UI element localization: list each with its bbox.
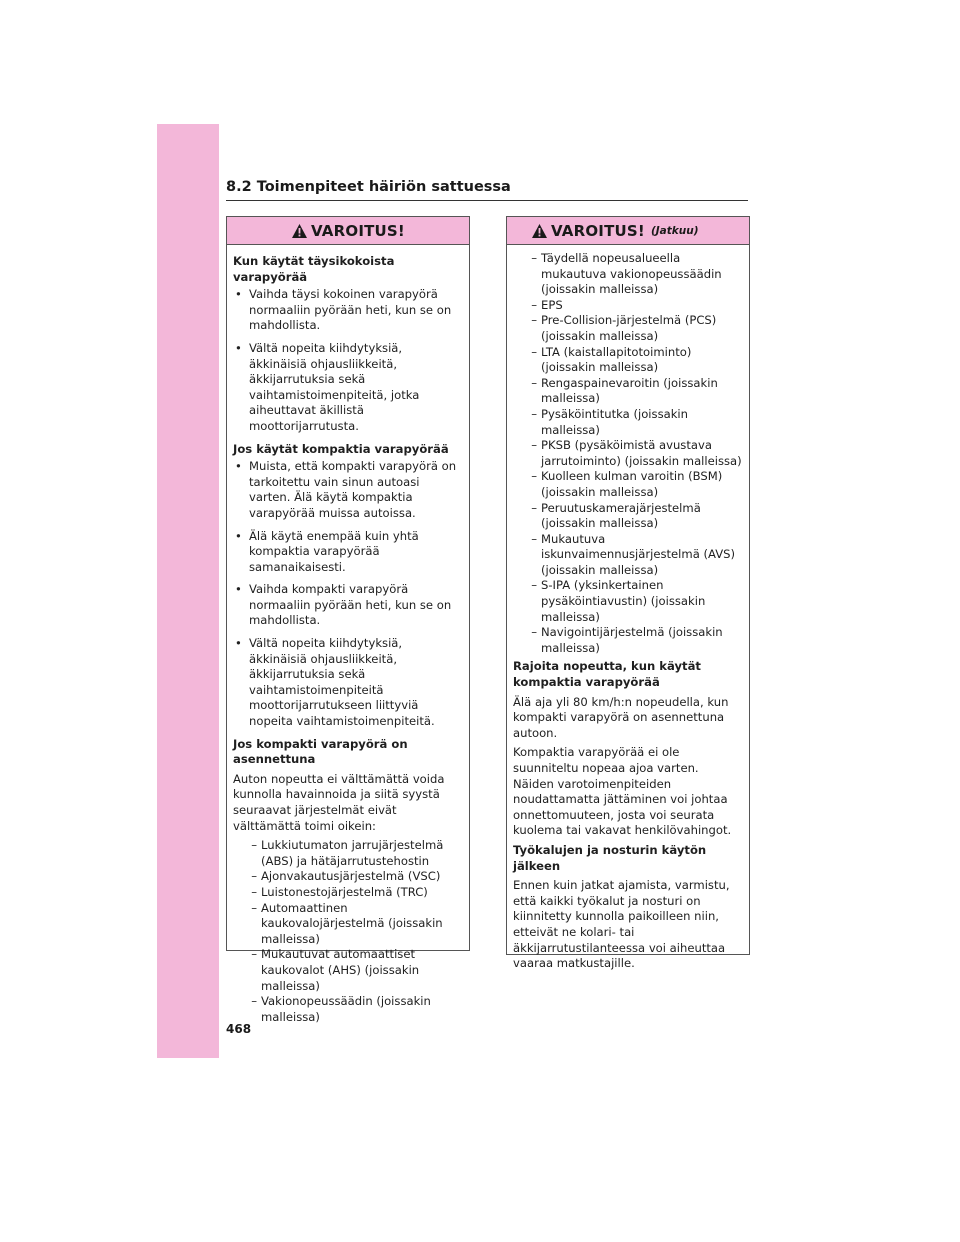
list-item: – Luistonestojärjestelmä (TRC) — [251, 884, 428, 899]
list-item: – Vakionopeussäädin (joissakin malleissa) — [251, 994, 431, 1024]
list-item: • Vaihda kompakti varapyörä normaaliin pyörään heti, kun se on mahdollista. — [235, 582, 452, 628]
list-item: • Vältä nopeita kiihdytyksiä, äkkinäisiä ohjausliikkeitä, äkkijarrutuksia sekä vaihtamistoimenpiteitä, jotka aiheuttavat äkillistä moottorijarrutusta. — [235, 340, 420, 433]
chapter-color-band — [157, 124, 219, 1058]
warning-box-right — [506, 216, 750, 971]
warning-title: VAROITUS! — [311, 221, 405, 240]
paragraph: Ennen kuin jatkat ajamista, varmistu, että kaikki työkalut ja nosturi on kiinnitetty kunnolla paikoilleen niin, etteivät ne kolari- tai äkkijarrutustilanteessa voi aiheuttaa vaaraa matkustajille. — [513, 878, 730, 971]
subheading: Työkalujen ja nosturin käytön jälkeen — [513, 842, 707, 873]
paragraph: Kompaktia varapyörää ei ole suunniteltu nopeaa ajoa varten. Näiden varotoimenpiteiden noudattamatta jättäminen voi johtaa onnettomuuteen, josta voi seurata kuolema tai vakavat henkilövahingot. — [513, 745, 732, 838]
warning-triangle-icon — [531, 223, 548, 239]
continued-label: (Jatkuu) — [650, 224, 699, 237]
page-number: 468 — [226, 1022, 252, 1036]
list-item: – Kuolleen kulman varoitin (BSM) (joissakin malleissa) — [531, 469, 723, 499]
list-item: – Rengaspainevaroitin (joissakin malleissa) — [531, 375, 718, 406]
warning-header — [507, 217, 749, 245]
subheading: Jos kompakti varapyörä on asennettuna — [233, 736, 408, 767]
list-item: • Vältä nopeita kiihdytyksiä, äkkinäisiä ohjausliikkeitä, äkkijarrutuksia sekä vaihtamistoimenpiteitä moottorijarrutukseen liittyviä nopeita vaihtamistoimenpiteitä. — [235, 636, 435, 729]
list-item: – Täydellä nopeusalueella mukautuva vakionopeussäädin (joissakin malleissa) — [531, 251, 722, 297]
warning-title: VAROITUS! — [551, 221, 645, 240]
warning-header — [227, 217, 469, 245]
subheading: Kun käytät täysikokoista varapyörää — [233, 254, 395, 284]
list-item: • Älä käytä enempää kuin yhtä kompaktia varapyörää samanaikaisesti. — [235, 528, 419, 574]
list-item: – S-IPA (yksinkertainen pysäköintiavustin) (joissakin malleissa) — [531, 578, 706, 624]
list-item: – Automaattinen kaukovalojärjestelmä (joissakin malleissa) — [251, 900, 443, 946]
list-item: – EPS — [531, 297, 563, 312]
subheading: Jos käytät kompaktia varapyörää — [233, 441, 449, 456]
list-item: – LTA (kaistallapitotoiminto) (joissakin malleissa) — [531, 344, 692, 375]
subheading: Rajoita nopeutta, kun käytät kompaktia varapyörää — [513, 659, 701, 690]
warning-body — [507, 245, 749, 972]
paragraph: Älä aja yli 80 km/h:n nopeudella, kun kompakti varapyörä on asennettuna autoon. — [513, 694, 729, 740]
warning-box-left — [226, 216, 470, 1024]
warning-body — [227, 245, 469, 1025]
list-item: – Pre-Collision-järjestelmä (PCS) (joissakin malleissa) — [531, 313, 717, 343]
list-item: – Peruutuskamerajärjestelmä (joissakin malleissa) — [531, 500, 701, 531]
list-item: – Mukautuvat automaattiset kaukovalot (AHS) (joissakin malleissa) — [251, 947, 420, 993]
warning-triangle-icon — [291, 223, 308, 239]
list-item: – Mukautuva iskunvaimennusjärjestelmä (AVS) (joissakin malleissa) — [531, 531, 736, 577]
list-item: • Muista, että kompakti varapyörä on tarkoitettu vain sinun autoasi varten. Älä käytä kompaktia varapyörää muissa autoissa. — [235, 459, 457, 520]
section-header: 8.2 Toimenpiteet häiriön sattuessa — [226, 178, 748, 201]
list-item: – Pysäköintitutka (joissakin malleissa) — [531, 406, 688, 437]
list-item: – PKSB (pysäköimistä avustava jarrutoiminto) (joissakin malleissa) — [531, 438, 742, 468]
list-item: • Vaihda täysi kokoinen varapyörä normaaliin pyörään heti, kun se on mahdollista. — [235, 287, 452, 333]
list-item: – Lukkiutumaton jarrujärjestelmä (ABS) ja hätäjarrutustehostin — [251, 838, 444, 868]
list-item: – Ajonvakautusjärjestelmä (VSC) — [251, 869, 441, 884]
paragraph: Auton nopeutta ei välttämättä voida kunnolla havainnoida ja siitä syystä seuraavat järjestelmät eivät välttämättä toimi oikein: — [233, 771, 445, 833]
list-item: – Navigointijärjestelmä (joissakin malleissa) — [531, 625, 723, 655]
